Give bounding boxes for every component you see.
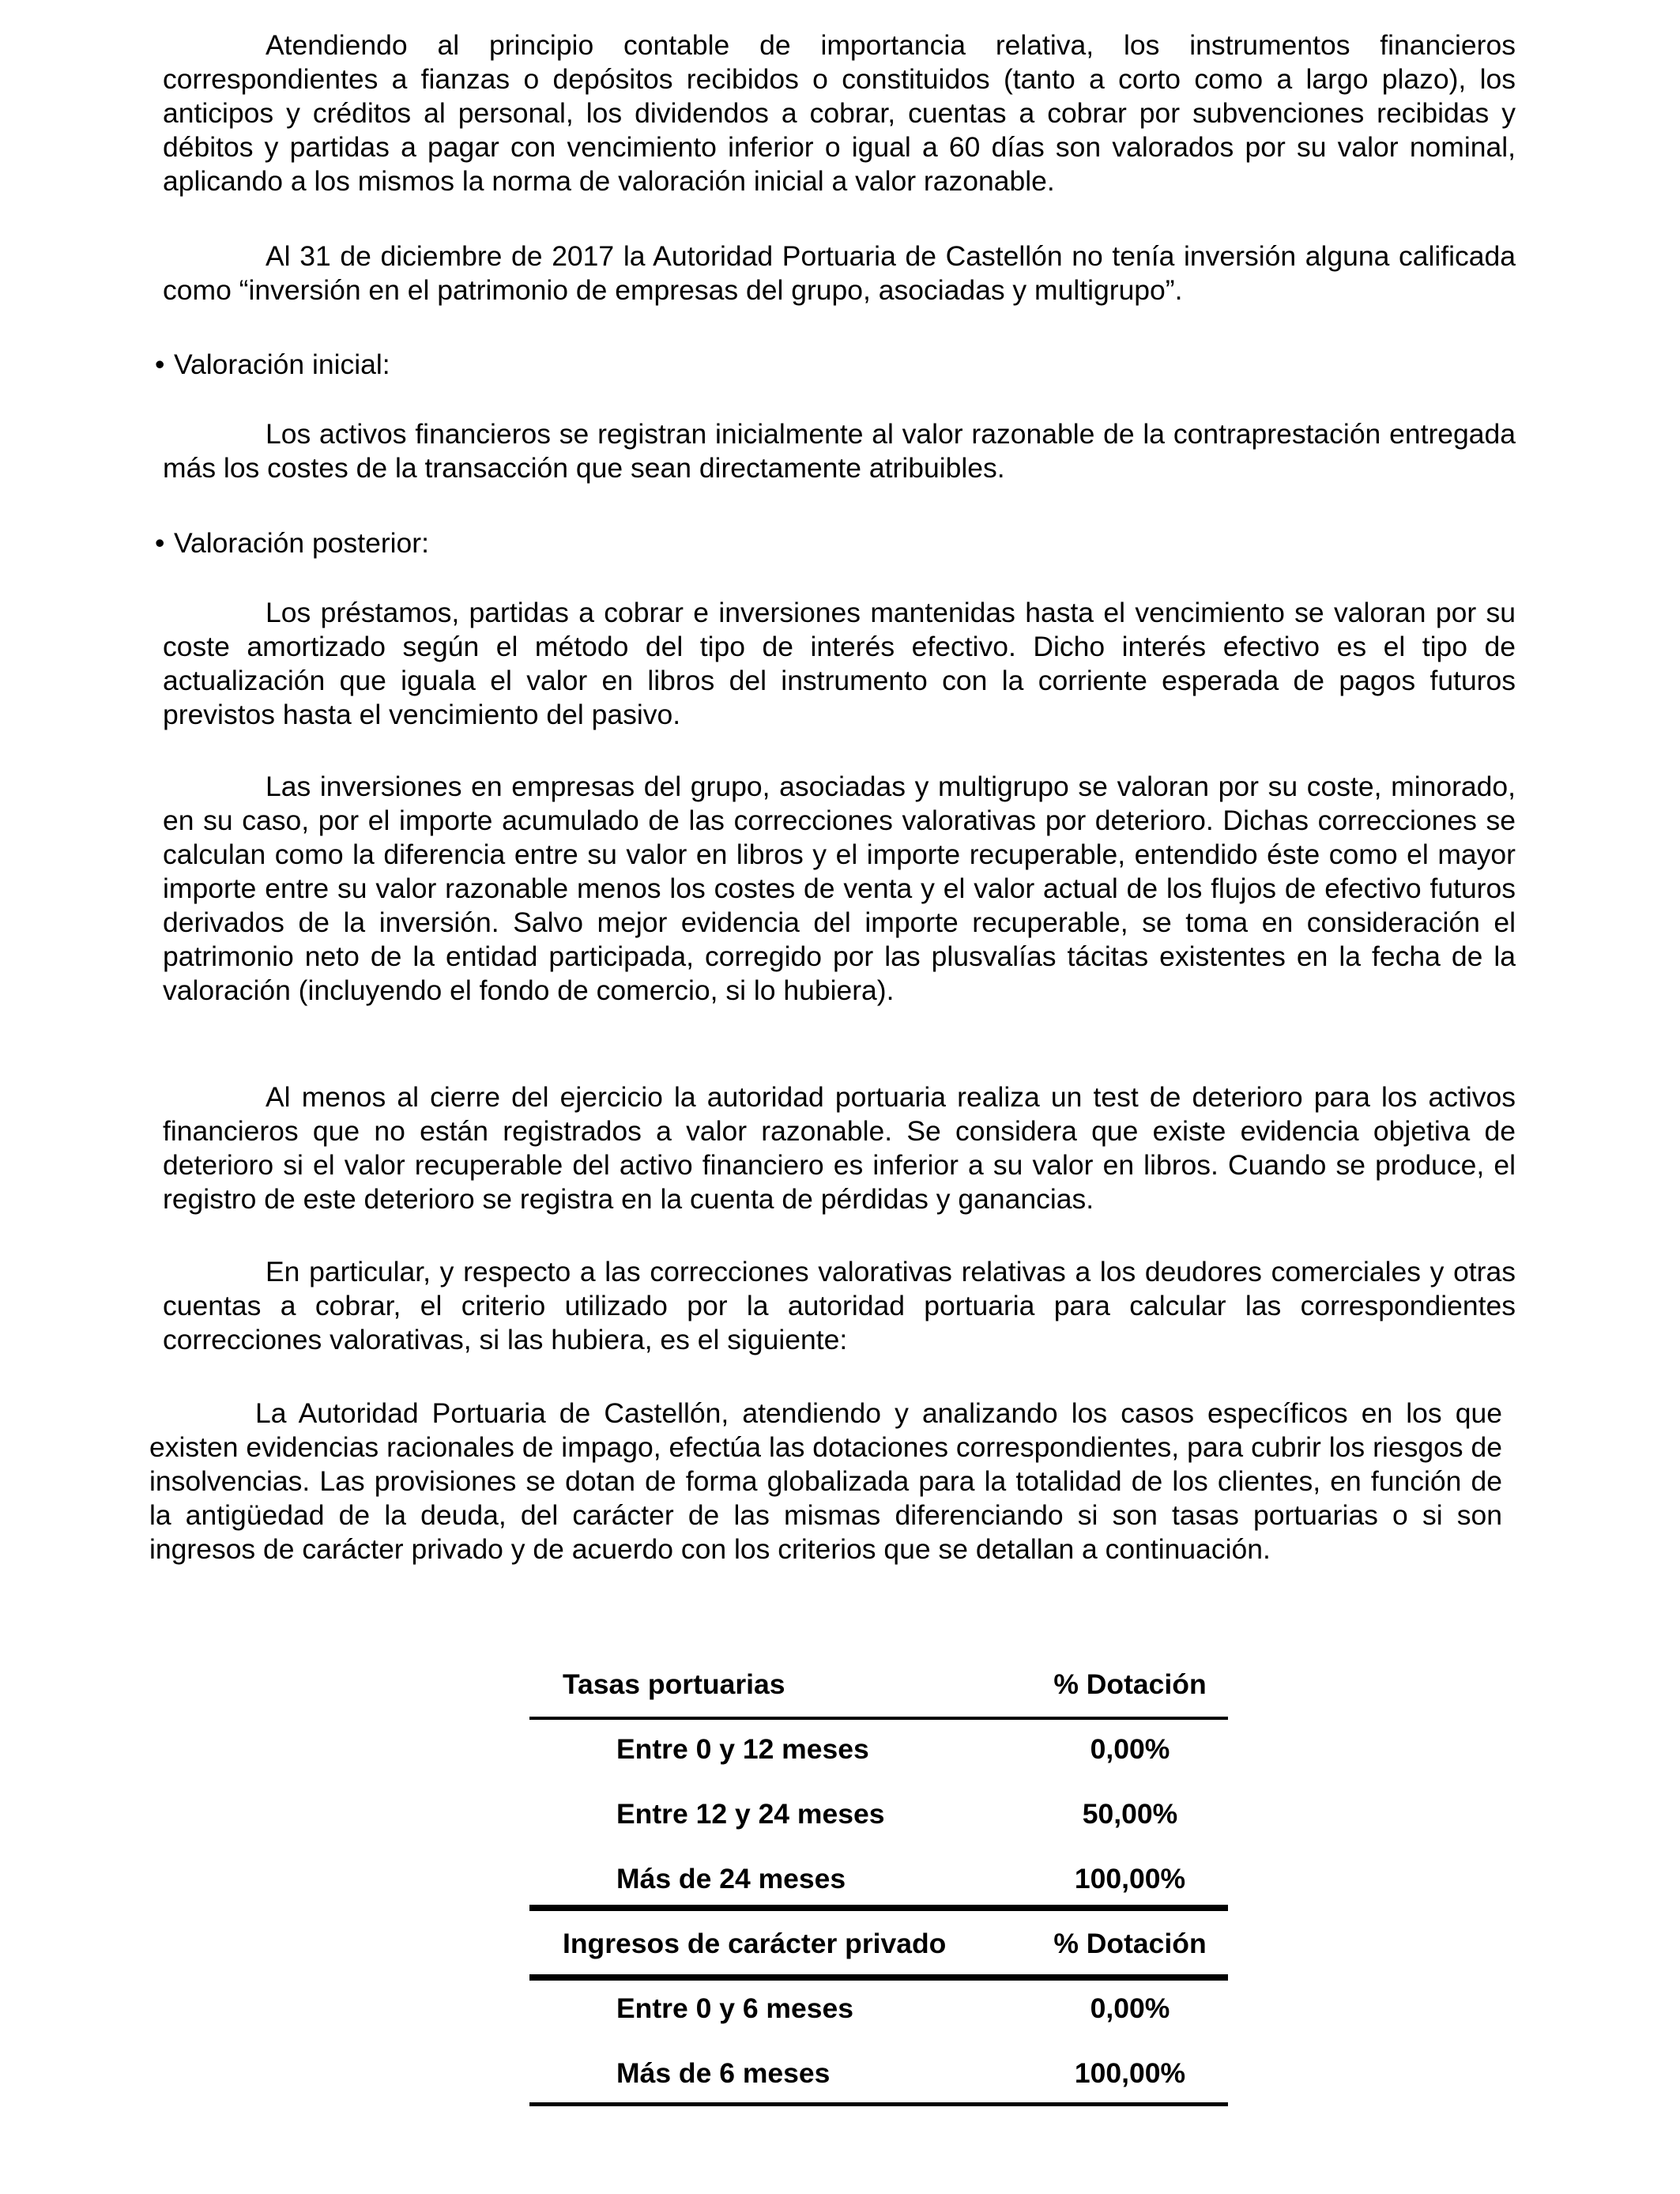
paragraph-prestamos: Los préstamos, partidas a cobrar e inversiones mantenidas hasta el vencimiento se valoran por su coste amortizado según el método del tipo de interés efectivo. Dicho interés efectivo es el tipo de actualización que iguala el valor en libros del instrumento con la corriente esperada de pagos futuros previstos hasta el vencimiento del pasivo.: [163, 597, 1516, 730]
bullet-valoracion-posterior: [155, 526, 429, 560]
row-label: Entre 0 y 12 meses: [616, 1733, 869, 1765]
row-value: 0,00%: [1090, 1992, 1170, 2024]
table-header-row: [529, 1668, 1228, 1707]
table-header-ingresos: Ingresos de carácter privado: [563, 1928, 947, 1959]
row-label: Más de 6 meses: [616, 2057, 831, 2089]
table-header-dotacion: % Dotación: [1053, 1668, 1207, 1700]
row-label: Entre 12 y 24 meses: [616, 1798, 885, 1830]
table-header-dotacion: % Dotación: [1053, 1928, 1207, 1959]
paragraph-inversiones-grupo: Las inversiones en empresas del grupo, asociadas y multigrupo se valoran por su coste, minorado, en su caso, por el importe acumulado de las correcciones valorativas por deterioro. Dichas correcciones se calculan como la diferencia entre su valor en libros y el importe recuperable, entendido éste como el mayor importe entre su valor razonable menos los costes de venta y el valor actual de los flujos de efectivo futuros derivados de la inversión. Salvo mejor evidencia del importe recuperable, se toma en consideración el patrimonio neto de la entidad participada, corregido por las plusvalías tácitas existentes en la fecha de la valoración (incluyendo el fondo de comercio, si lo hubiera).: [163, 771, 1516, 1006]
row-label: Entre 0 y 6 meses: [616, 1992, 853, 2024]
bullet-valoracion-inicial: [155, 348, 390, 382]
bullet-icon: •: [155, 527, 165, 559]
paragraph-importancia-relativa: Atendiendo al principio contable de importancia relativa, los instrumentos financieros correspondientes a fianzas o depósitos recibidos o constituidos (tanto a corto como a largo plazo), los anticipos y créditos al personal, los dividendos a cobrar, cuentas a cobrar por subvenciones recibidas y débitos y partidas a pagar con vencimiento inferior o igual a 60 días son valorados por su valor nominal, aplicando a los mismos la norma de valoración inicial a valor razonable.: [163, 29, 1516, 197]
table-row: [529, 1992, 1228, 2031]
table-rule: [529, 1717, 1228, 1720]
row-value: 0,00%: [1090, 1733, 1170, 1765]
paragraph-test-deterioro: Al menos al cierre del ejercicio la autoridad portuaria realiza un test de deterioro para los activos financieros que no están registrados a valor razonable. Se considera que existe evidencia objetiva de deterioro si el valor recuperable del activo financiero es inferior a su valor en libros. Cuando se produce, el registro de este deterioro se registra en la cuenta de pérdidas y ganancias.: [163, 1081, 1516, 1215]
bullet-label: Valoración inicial:: [174, 349, 390, 380]
paragraph-valoracion-inicial: Los activos financieros se registran inicialmente al valor razonable de la contraprestación entregada más los costes de la transacción que sean directamente atribuibles.: [163, 418, 1516, 484]
table-rule: [529, 1974, 1228, 1981]
bullet-icon: •: [155, 349, 165, 380]
table-row: [529, 2056, 1228, 2096]
table-rule: [529, 2102, 1228, 2106]
paragraph-dotaciones: La Autoridad Portuaria de Castellón, atendiendo y analizando los casos específicos en los que existen evidencias racionales de impago, efectúa las dotaciones correspondientes, para cubrir los riesgos de insolvencias. Las provisiones se dotan de forma globalizada para la totalidad de los clientes, en función de la antigüedad de la deuda, del carácter de las mismas diferenciando si son tasas portuarias o si son ingresos de carácter privado y de acuerdo con los criterios que se detallan a continuación.: [149, 1397, 1502, 1565]
table-row: [529, 1797, 1228, 1837]
row-value: 50,00%: [1082, 1798, 1178, 1830]
row-label: Más de 24 meses: [616, 1863, 846, 1894]
paragraph-deudores-comerciales: En particular, y respecto a las correcciones valorativas relativas a los deudores comerciales y otras cuentas a cobrar, el criterio utilizado por la autoridad portuaria para calcular las correspondientes correcciones valorativas, si las hubiera, es el siguiente:: [163, 1256, 1516, 1355]
row-value: 100,00%: [1074, 1863, 1186, 1894]
row-value: 100,00%: [1074, 2057, 1186, 2089]
bullet-label: Valoración posterior:: [174, 527, 429, 559]
table-header-row: [529, 1927, 1228, 1966]
paragraph-inversion-patrimonio: Al 31 de diciembre de 2017 la Autoridad Portuaria de Castellón no tenía inversión alguna calificada como “inversión en el patrimonio de empresas del grupo, asociadas y multigrupo”.: [163, 240, 1516, 306]
table-row: [529, 1732, 1228, 1772]
table-rule: [529, 1905, 1228, 1911]
table-header-tasas: Tasas portuarias: [563, 1668, 785, 1700]
table-row: [529, 1862, 1228, 1902]
